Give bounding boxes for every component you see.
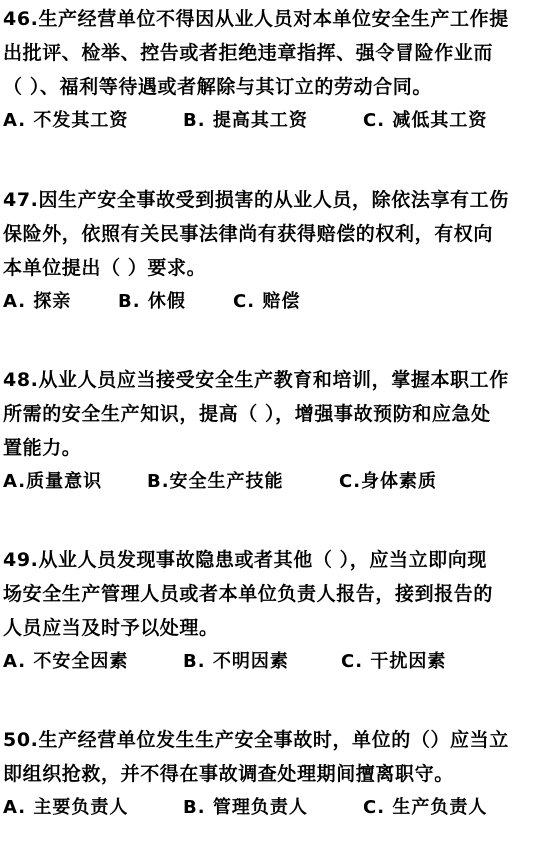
question-text-line: 47.因生产安全事故受到损害的从业人员，除依法享有工伤 — [3, 189, 509, 211]
question-text-line: 置能力。 — [3, 437, 82, 459]
question-text-line: 出批评、检举、控告或者拒绝违章指挥、强令冒险作业而 — [3, 42, 494, 64]
question-text-line: 所需的安全生产知识，提高（ ），增强事故预防和应急处 — [3, 403, 491, 425]
question-text-line: 49.从业人员发现事故隐患或者其他（ ），应当立即向现 — [3, 549, 487, 571]
question-46 — [3, 2, 549, 138]
answer-options — [3, 285, 549, 319]
option-a: A. 不发其工资 — [3, 110, 129, 131]
question-50 — [3, 723, 549, 825]
option-b: B. 管理负责人 — [183, 797, 308, 818]
option-a: A. 探亲 — [3, 291, 72, 312]
question-47 — [3, 183, 549, 319]
question-49 — [3, 543, 549, 679]
option-a: A.质量意识 — [3, 471, 103, 492]
question-text-line: 50.生产经营单位发生生产安全事故时，单位的（）应当立 — [3, 729, 509, 751]
question-text-line: 场安全生产管理人员或者本单位负责人报告，接到报告的 — [3, 583, 494, 605]
question-text-line: （ ）、福利等待遇或者解除与其订立的劳动合同。 — [3, 76, 432, 98]
option-c: C. 赔偿 — [233, 291, 301, 312]
option-b: B. 不明因素 — [183, 651, 289, 672]
question-text-line: 人员应当及时予以处理。 — [3, 617, 219, 639]
question-text-line: 46.生产经营单位不得因从业人员对本单位安全生产工作提 — [3, 8, 509, 30]
question-text-line: 48.从业人员应当接受安全生产教育和培训，掌握本职工作 — [3, 369, 509, 391]
question-text-line: 即组织抢救，并不得在事故调查处理期间擅离职守。 — [3, 763, 454, 785]
answer-options — [3, 104, 549, 138]
answer-options — [3, 645, 549, 679]
question-text-line: 保险外，依照有关民事法律尚有获得赔偿的权利，有权向 — [3, 223, 494, 245]
answer-options — [3, 791, 549, 825]
option-b: B. 休假 — [118, 291, 186, 312]
question-48 — [3, 363, 549, 499]
option-c: C. 减低其工资 — [363, 110, 488, 131]
option-c: C.身体素质 — [339, 471, 438, 492]
option-b: B.安全生产技能 — [147, 471, 284, 492]
option-a: A. 主要负责人 — [3, 797, 129, 818]
answer-options — [3, 465, 549, 499]
option-c: C. 干扰因素 — [341, 651, 447, 672]
option-b: B. 提高其工资 — [183, 110, 308, 131]
question-text-line: 本单位提出（ ）要求。 — [3, 257, 207, 279]
option-a: A. 不安全因素 — [3, 651, 129, 672]
option-c: C. 生产负责人 — [363, 797, 488, 818]
